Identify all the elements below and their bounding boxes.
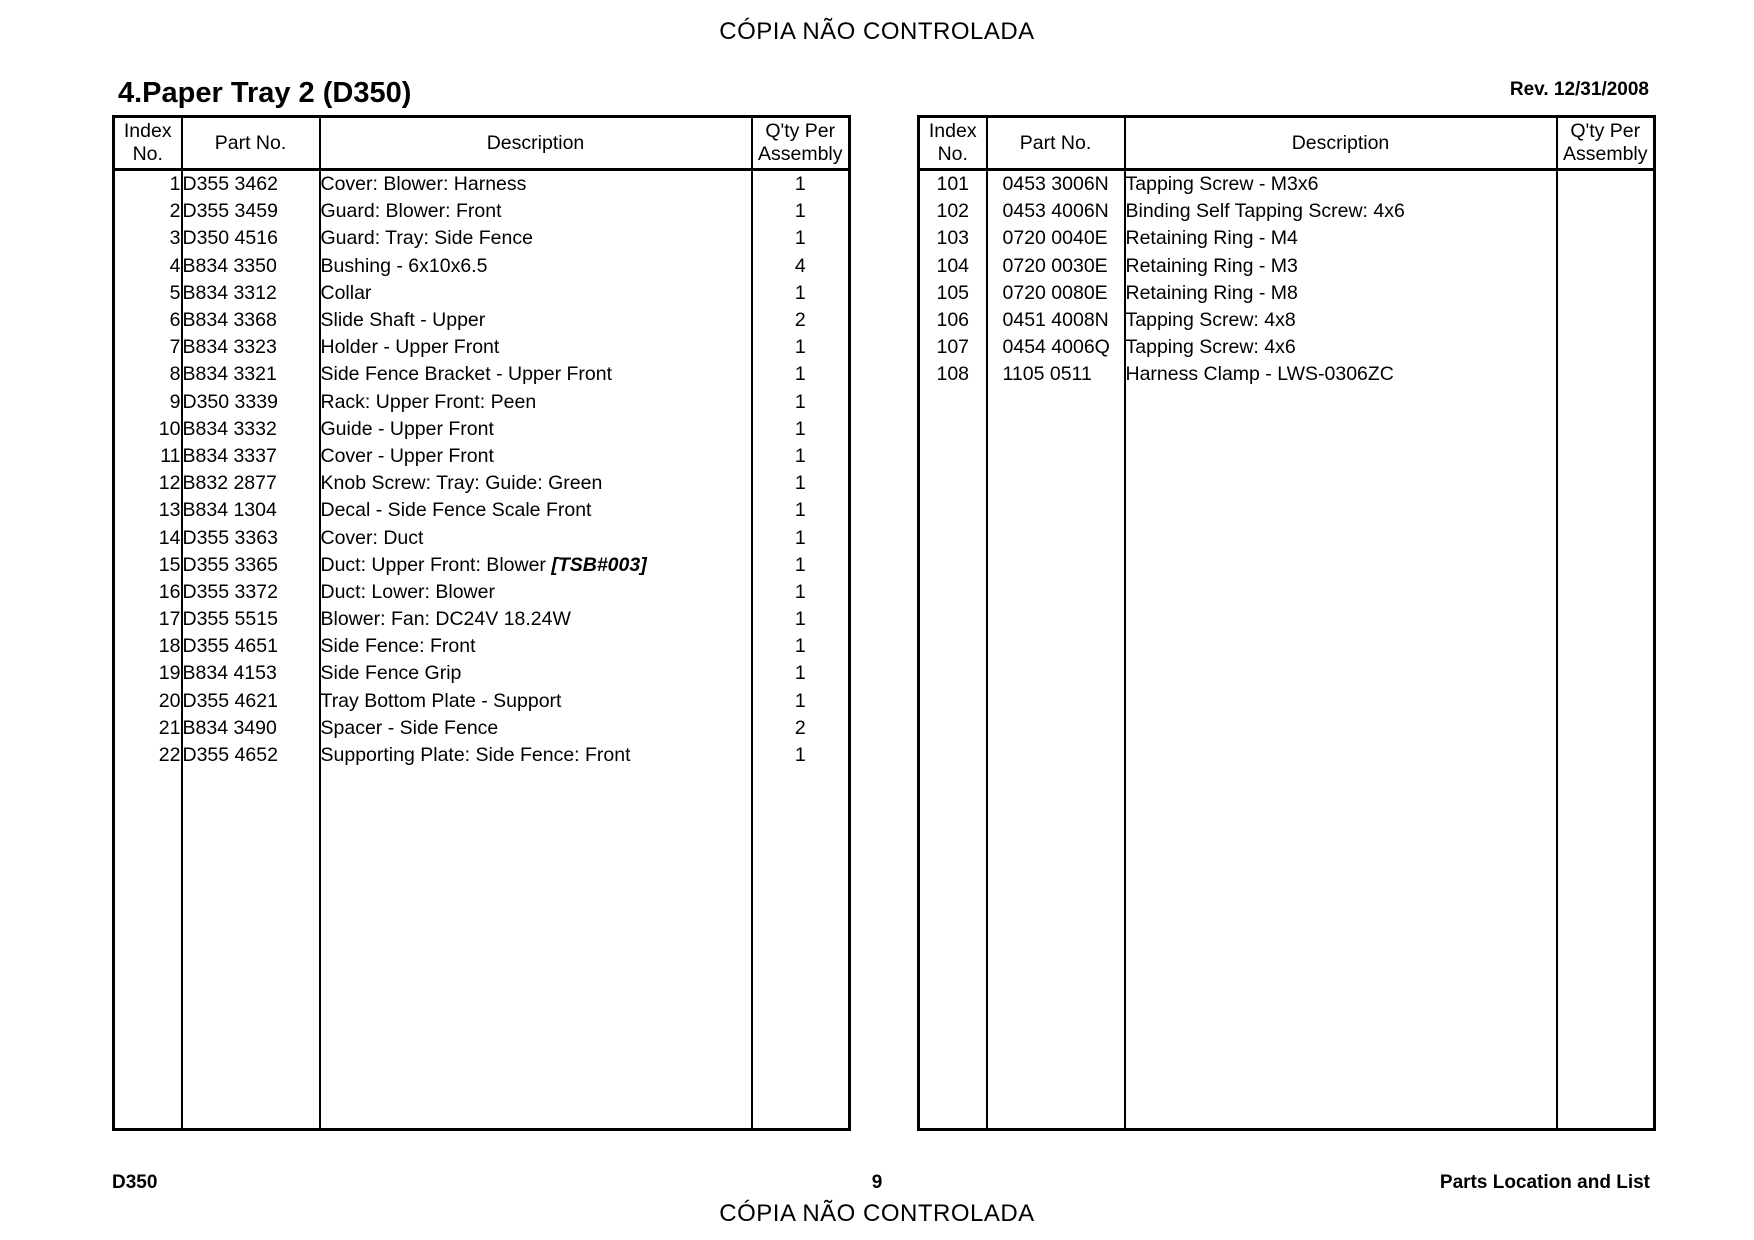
row-qty (1557, 198, 1655, 225)
row-index: 108 (936, 363, 970, 386)
row-part-no: B834 3337 (182, 443, 320, 470)
row-index: 16 (158, 580, 181, 603)
row-part-no: D355 3459 (182, 198, 320, 225)
row-index: 4 (169, 254, 181, 277)
table-row (114, 497, 850, 524)
row-part-no: D350 3339 (182, 389, 320, 416)
empty-cell (987, 389, 1125, 1130)
row-description (320, 361, 752, 388)
column-header-description: Description (320, 117, 752, 170)
parts-list-left (114, 170, 850, 1130)
description-text: Cover: Duct (320, 526, 424, 549)
row-part-no: 0453 4006N (987, 198, 1125, 225)
row-description (1125, 280, 1557, 307)
row-description (320, 170, 752, 199)
description-text: Retaining Ring - M3 (1125, 254, 1298, 277)
description-text: Tray Bottom Plate - Support (320, 689, 562, 712)
row-description (1125, 170, 1557, 199)
row-part-no: B834 1304 (182, 497, 320, 524)
table-row (114, 524, 850, 551)
row-index: 18 (158, 635, 181, 658)
table-header-row (114, 117, 850, 170)
row-qty: 1 (752, 552, 850, 579)
description-text: Side Fence Bracket - Upper Front (320, 363, 613, 386)
empty-cell (114, 769, 182, 1129)
description-text: Duct: Lower: Blower (320, 580, 495, 603)
table-row (114, 416, 850, 443)
row-description (320, 742, 752, 769)
description-text: Guard: Blower: Front (320, 200, 502, 223)
table-row (114, 579, 850, 606)
row-qty: 1 (752, 633, 850, 660)
row-part-no: B834 3321 (182, 361, 320, 388)
row-index: 20 (158, 689, 181, 712)
row-index: 17 (158, 608, 181, 631)
row-index: 105 (936, 281, 970, 304)
description-text: Slide Shaft - Upper (320, 309, 486, 332)
table-header-row (919, 117, 1655, 170)
row-index: 7 (169, 336, 181, 359)
row-index: 9 (169, 390, 181, 413)
row-description (1125, 361, 1557, 388)
row-description (320, 715, 752, 742)
row-description (320, 443, 752, 470)
row-description (1125, 307, 1557, 334)
row-part-no: D355 3365 (182, 552, 320, 579)
row-index: 14 (158, 526, 181, 549)
table-row (114, 198, 850, 225)
row-index: 11 (160, 444, 181, 467)
row-qty: 1 (752, 280, 850, 307)
row-description (1125, 334, 1557, 361)
row-index: 21 (158, 716, 181, 739)
row-part-no: 0720 0040E (987, 225, 1125, 252)
table-row (919, 334, 1655, 361)
row-qty: 1 (752, 361, 850, 388)
column-header-index: Index No. (114, 117, 182, 170)
column-header-part-no: Part No. (182, 117, 320, 170)
table-row (919, 307, 1655, 334)
table-row (114, 389, 850, 416)
column-header-index: Index No. (919, 117, 987, 170)
row-qty (1557, 253, 1655, 280)
row-qty: 1 (752, 198, 850, 225)
row-description (320, 524, 752, 551)
watermark-top: CÓPIA NÃO CONTROLADA (719, 18, 1035, 45)
row-part-no: D355 4652 (182, 742, 320, 769)
parts-table-right (917, 115, 1656, 1131)
table-row (114, 633, 850, 660)
description-text: Side Fence: Front (320, 635, 476, 658)
row-index: 22 (158, 744, 181, 767)
table-row (114, 361, 850, 388)
description-text: Knob Screw: Tray: Guide: Green (320, 472, 603, 495)
revision-date: Rev. 12/31/2008 (1509, 79, 1649, 100)
row-description (320, 579, 752, 606)
row-qty (1557, 334, 1655, 361)
row-part-no: D350 4516 (182, 225, 320, 252)
row-qty: 1 (752, 416, 850, 443)
row-index: 10 (158, 417, 181, 440)
row-qty (1557, 361, 1655, 388)
tsb-note: [TSB#003] (551, 553, 647, 576)
description-text: Bushing - 6x10x6.5 (320, 254, 488, 277)
row-qty: 1 (752, 660, 850, 687)
footer-model: D350 (112, 1172, 158, 1193)
row-index: 102 (936, 200, 970, 223)
row-qty: 1 (752, 606, 850, 633)
description-text: Collar (320, 281, 372, 304)
table-row (114, 470, 850, 497)
row-description (320, 307, 752, 334)
description-text: Duct: Upper Front: Blower (320, 553, 546, 576)
table-row (919, 198, 1655, 225)
table-row (114, 253, 850, 280)
table-row (114, 443, 850, 470)
row-part-no: B834 3323 (182, 334, 320, 361)
row-description (320, 552, 752, 579)
table-row (114, 280, 850, 307)
description-text: Harness Clamp - LWS-0306ZC (1125, 363, 1394, 386)
table-row (114, 334, 850, 361)
table-row (114, 307, 850, 334)
row-description (320, 688, 752, 715)
table-row (114, 606, 850, 633)
row-description (320, 198, 752, 225)
row-part-no: D355 3363 (182, 524, 320, 551)
row-qty: 1 (752, 334, 850, 361)
description-text: Guard: Tray: Side Fence (320, 227, 533, 250)
row-part-no: 0454 4006Q (987, 334, 1125, 361)
table-row (114, 552, 850, 579)
description-text: Retaining Ring - M8 (1125, 281, 1298, 304)
row-index: 13 (158, 499, 181, 522)
row-description (320, 470, 752, 497)
row-part-no: D355 4651 (182, 633, 320, 660)
row-index: 101 (936, 173, 970, 196)
row-index: 12 (158, 472, 181, 495)
column-header-qty: Q'ty Per Assembly (1557, 117, 1655, 170)
parts-table-left (112, 115, 851, 1131)
row-part-no: D355 4621 (182, 688, 320, 715)
row-qty: 1 (752, 497, 850, 524)
description-text: Retaining Ring - M4 (1125, 227, 1298, 250)
row-part-no: 1105 0511 (987, 361, 1125, 388)
table-filler-row (919, 389, 1655, 1130)
row-part-no: B834 3350 (182, 253, 320, 280)
description-text: Tapping Screw: 4x6 (1125, 336, 1296, 359)
description-text: Binding Self Tapping Screw: 4x6 (1125, 200, 1405, 223)
description-text: Rack: Upper Front: Peen (320, 390, 537, 413)
table-row (114, 742, 850, 769)
description-text: Cover - Upper Front (320, 444, 494, 467)
description-text: Decal - Side Fence Scale Front (320, 499, 592, 522)
row-qty: 1 (752, 579, 850, 606)
description-text: Tapping Screw - M3x6 (1125, 173, 1319, 196)
row-description (320, 253, 752, 280)
description-text: Cover: Blower: Harness (320, 173, 527, 196)
table-row (919, 361, 1655, 388)
description-text: Tapping Screw: 4x8 (1125, 309, 1296, 332)
table-row (919, 253, 1655, 280)
table-row (114, 170, 850, 199)
row-description (320, 280, 752, 307)
row-index: 107 (936, 336, 970, 359)
empty-cell (182, 769, 320, 1129)
table-row (114, 688, 850, 715)
description-text: Holder - Upper Front (320, 336, 500, 359)
row-description (1125, 198, 1557, 225)
row-part-no: B834 3332 (182, 416, 320, 443)
table-row (919, 280, 1655, 307)
empty-cell (1557, 389, 1655, 1130)
page-number: 9 (871, 1172, 883, 1193)
row-part-no: 0453 3006N (987, 170, 1125, 199)
row-description (1125, 225, 1557, 252)
row-qty: 4 (752, 253, 850, 280)
row-part-no: B832 2877 (182, 470, 320, 497)
column-header-description: Description (1125, 117, 1557, 170)
row-index: 5 (169, 281, 181, 304)
row-description (320, 225, 752, 252)
row-index: 1 (169, 173, 181, 196)
footer-section-title: Parts Location and List (1439, 1172, 1650, 1193)
row-qty: 1 (752, 742, 850, 769)
row-part-no: B834 3490 (182, 715, 320, 742)
row-qty (1557, 225, 1655, 252)
empty-cell (919, 389, 987, 1130)
row-description (320, 389, 752, 416)
row-qty: 1 (752, 443, 850, 470)
row-qty: 1 (752, 225, 850, 252)
row-index: 103 (936, 227, 970, 250)
row-description (320, 416, 752, 443)
row-qty (1557, 170, 1655, 199)
row-part-no: 0451 4008N (987, 307, 1125, 334)
description-text: Spacer - Side Fence (320, 716, 499, 739)
row-index: 106 (936, 309, 970, 332)
row-part-no: 0720 0030E (987, 253, 1125, 280)
table-filler-row (114, 769, 850, 1129)
row-qty: 1 (752, 524, 850, 551)
row-description (1125, 253, 1557, 280)
page-title: 4.Paper Tray 2 (D350) (118, 77, 412, 109)
row-index: 8 (169, 363, 181, 386)
description-text: Guide - Upper Front (320, 417, 494, 440)
empty-cell (320, 769, 752, 1129)
row-part-no: D355 5515 (182, 606, 320, 633)
row-qty: 2 (752, 715, 850, 742)
description-text: Supporting Plate: Side Fence: Front (320, 744, 631, 767)
empty-cell (752, 769, 850, 1129)
description-text: Side Fence Grip (320, 662, 462, 685)
row-index: 15 (158, 553, 181, 576)
table-row (919, 170, 1655, 199)
table-row (919, 225, 1655, 252)
row-part-no: 0720 0080E (987, 280, 1125, 307)
watermark-bottom: CÓPIA NÃO CONTROLADA (719, 1200, 1035, 1227)
row-description (320, 606, 752, 633)
row-description (320, 334, 752, 361)
row-part-no: D355 3462 (182, 170, 320, 199)
row-index: 6 (169, 309, 181, 332)
description-text: Blower: Fan: DC24V 18.24W (320, 608, 571, 631)
row-description (320, 633, 752, 660)
row-index: 2 (169, 200, 181, 223)
column-header-qty: Q'ty Per Assembly (752, 117, 850, 170)
row-qty (1557, 280, 1655, 307)
row-description (320, 660, 752, 687)
row-index: 19 (158, 662, 181, 685)
row-qty (1557, 307, 1655, 334)
row-qty: 1 (752, 688, 850, 715)
parts-list-right (919, 170, 1655, 1130)
row-part-no: B834 3368 (182, 307, 320, 334)
table-row (114, 660, 850, 687)
row-qty: 2 (752, 307, 850, 334)
row-description (320, 497, 752, 524)
row-index: 104 (936, 254, 970, 277)
column-header-part-no: Part No. (987, 117, 1125, 170)
table-row (114, 715, 850, 742)
row-part-no: B834 4153 (182, 660, 320, 687)
empty-cell (1125, 389, 1557, 1130)
row-part-no: B834 3312 (182, 280, 320, 307)
row-qty: 1 (752, 170, 850, 199)
table-row (114, 225, 850, 252)
row-qty: 1 (752, 470, 850, 497)
row-part-no: D355 3372 (182, 579, 320, 606)
row-qty: 1 (752, 389, 850, 416)
row-index: 3 (169, 227, 181, 250)
